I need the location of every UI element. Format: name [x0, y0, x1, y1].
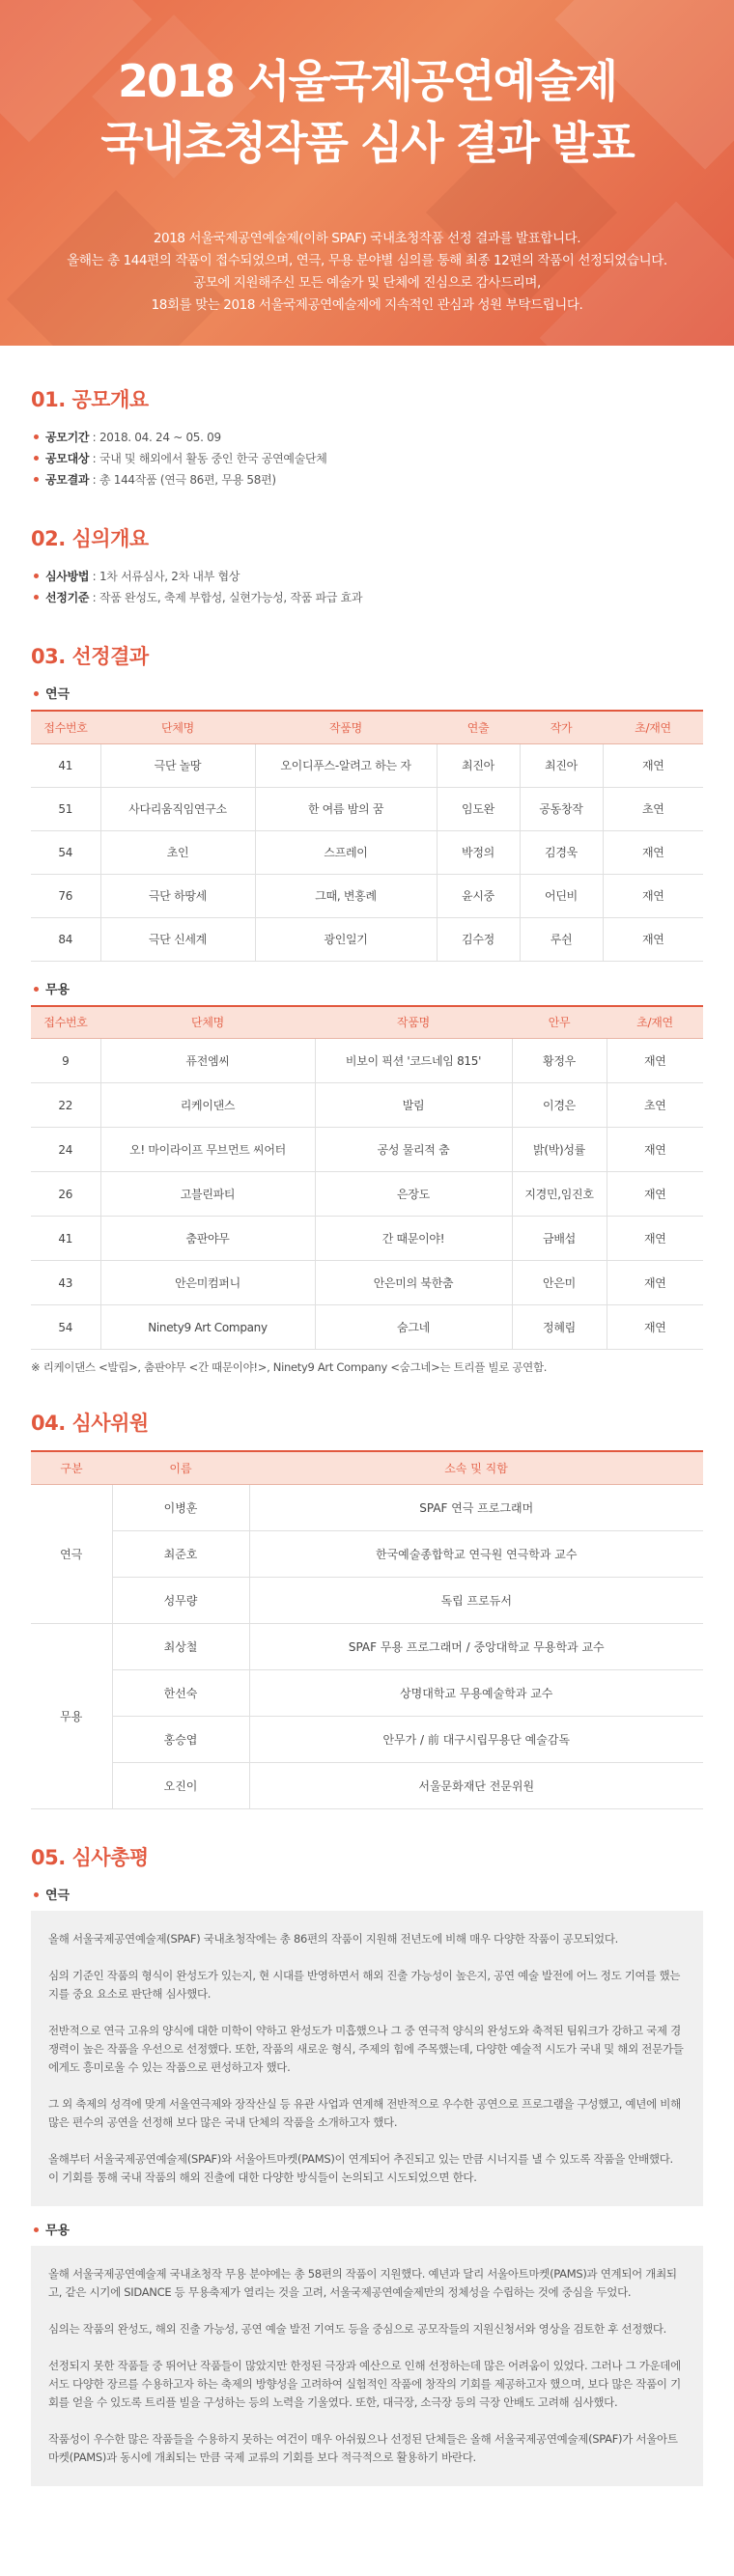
table-cell: 재연 — [607, 1172, 703, 1217]
table-cell: 퓨전엠씨 — [100, 1039, 315, 1083]
table-cell: 43 — [31, 1261, 100, 1305]
jury-title-cell: 한국예술종합학교 연극원 연극학과 교수 — [249, 1530, 703, 1577]
section-overview — [31, 384, 703, 490]
triple-bill-note: ※ 리케이댄스 <발림>, 춤판야무 <간 때문이야!>, Ninety9 Art Company <숨그네>는 트리플 빌로 공연함. — [31, 1360, 548, 1374]
table-cell: 재연 — [603, 743, 703, 787]
hero-banner — [0, 0, 734, 346]
intro-line: 올해는 총 144편의 작품이 접수되었으며, 연극, 무용 분야별 심의를 통해 최종 12편의 작품이 선정되었습니다. — [67, 253, 667, 268]
table-cell: 발림 — [315, 1083, 512, 1128]
table-cell: 51 — [31, 787, 100, 830]
section-comments — [31, 1842, 703, 2486]
table-cell: 사다리움직임연구소 — [100, 787, 255, 830]
column-header: 소속 및 직함 — [249, 1451, 703, 1484]
table-cell: 극단 신세계 — [100, 917, 255, 961]
section-title: 05. 심사총평 — [31, 1845, 149, 1869]
jury-title-cell: 독립 프로듀서 — [249, 1577, 703, 1623]
table-row — [31, 1128, 703, 1172]
table-row — [31, 1217, 703, 1261]
column-header: 단체명 — [100, 1006, 315, 1039]
title-line1: 2018 서울국제공연예술제 — [118, 55, 616, 107]
column-header: 단체명 — [100, 711, 255, 743]
jury-title-cell: 안무가 / 前 대구시립무용단 예술감독 — [249, 1716, 703, 1762]
jury-name-cell: 오진이 — [112, 1762, 249, 1808]
intro-line: 공모에 지원해주신 모든 예술가 및 단체에 진심으로 감사드리며, — [193, 275, 541, 291]
table-cell: Ninety9 Art Company — [100, 1305, 315, 1350]
dance-results-table — [31, 1005, 703, 1351]
table-row — [31, 830, 703, 874]
page-title — [0, 0, 734, 174]
section-title: 01. 공모개요 — [31, 388, 149, 411]
intro-line: 18회를 맞는 2018 서울국제공연예술제에 지속적인 관심과 성원 부탁드립니다. — [151, 297, 583, 313]
title-line2: 국내초청작품 심사 결과 발표 — [100, 117, 634, 169]
column-header: 연출 — [437, 711, 520, 743]
table-row — [31, 1530, 703, 1577]
table-cell: 24 — [31, 1128, 100, 1172]
bullet-icon — [34, 434, 39, 439]
table-cell: 초연 — [603, 787, 703, 830]
table-cell: 극단 놀땅 — [100, 743, 255, 787]
theater-comment-subhead: 연극 — [31, 1885, 703, 1903]
review-outline-list — [31, 566, 703, 608]
overview-list — [31, 427, 703, 490]
review-paragraph: 올해부터 서울국제공연예술제(SPAF)와 서울아트마켓(PAMS)이 연계되어 추진되고 있는 만큼 시너지를 낼 수 있도록 작품을 안배했다. 이 기회를 통해 국내 작품의 해외 진출에 대한 다양한 방식들이 논의되고 시도되었으면 한다. — [48, 2151, 673, 2184]
theater-results-table — [31, 710, 703, 962]
table-cell: 초인 — [100, 830, 255, 874]
bullet-icon — [34, 477, 39, 482]
table-header-row — [31, 711, 703, 743]
list-item: 심사방법 : 1차 서류심사, 2차 내부 협상 — [31, 566, 703, 587]
table-row — [31, 1669, 703, 1716]
bullet-icon — [34, 691, 39, 696]
list-item: 공모결과 : 총 144작품 (연극 86편, 무용 58편) — [31, 469, 703, 490]
review-paragraph: 전반적으로 연극 고유의 양식에 대한 미학이 약하고 완성도가 미흡했으나 그 중 연극적 양식의 완성도와 축적된 팀워크가 강하고 국제 경쟁력이 높은 작품을 우선으로 선정했다. 또한, 작품의 새로운 형식, 주제의 힘에 주목했는데, 다양한 예술적 시도가 국내 및 해외 전문가들에게도 흥미로울 수 있는 작품으로 편성하고자 했다. — [48, 2023, 684, 2074]
bullet-icon — [34, 2227, 39, 2232]
table-cell: 재연 — [607, 1305, 703, 1350]
table-cell: 숨그네 — [315, 1305, 512, 1350]
table-cell: 스프레이 — [255, 830, 437, 874]
content — [0, 346, 734, 2529]
table-cell: 초연 — [607, 1083, 703, 1128]
table-cell: 정혜림 — [512, 1305, 607, 1350]
list-item: 공모대상 : 국내 및 해외에서 활동 중인 한국 공연예술단체 — [31, 448, 703, 469]
table-cell: 26 — [31, 1172, 100, 1217]
table-cell: 김수정 — [437, 917, 520, 961]
jury-name-cell: 성무량 — [112, 1577, 249, 1623]
table-row — [31, 787, 703, 830]
section-title: 02. 심의개요 — [31, 527, 149, 550]
column-header: 안무 — [512, 1006, 607, 1039]
section-review-outline — [31, 523, 703, 608]
column-header: 작품명 — [315, 1006, 512, 1039]
table-cell: 비보이 픽션 '코드네임 815' — [315, 1039, 512, 1083]
bullet-icon — [34, 574, 39, 578]
table-cell: 극단 하땅세 — [100, 874, 255, 917]
table-cell: 재연 — [603, 874, 703, 917]
table-cell: 41 — [31, 743, 100, 787]
table-row — [31, 1305, 703, 1350]
jury-title-cell: 상명대학교 무용예술학과 교수 — [249, 1669, 703, 1716]
table-cell: 안은미컴퍼니 — [100, 1261, 315, 1305]
section-title: 04. 심사위원 — [31, 1412, 149, 1435]
table-cell: 고블린파티 — [100, 1172, 315, 1217]
review-paragraph: 작품성이 우수한 많은 작품들을 수용하지 못하는 여건이 매우 아쉬웠으나 선정된 단체들은 올해 서울국제공연예술제(SPAF)가 서울아트마켓(PAMS)과 동시에 개최되는 만큼 국제 교류의 기회를 보다 적극적으로 활용하기 바란다. — [48, 2431, 678, 2464]
table-cell: 최진아 — [437, 743, 520, 787]
table-cell: 어딘비 — [520, 874, 603, 917]
table-cell: 춤판야무 — [100, 1217, 315, 1261]
table-cell: 안은미의 북한춤 — [315, 1261, 512, 1305]
list-item: 선정기준 : 작품 완성도, 축제 부합성, 실현가능성, 작품 파급 효과 — [31, 587, 703, 608]
table-cell: 지경민,임진호 — [512, 1172, 607, 1217]
table-cell: 공동창작 — [520, 787, 603, 830]
table-row — [31, 917, 703, 961]
theater-subhead: 연극 — [31, 684, 703, 702]
jury-name-cell: 홍승엽 — [112, 1716, 249, 1762]
column-header: 초/재연 — [607, 1006, 703, 1039]
table-cell: 재연 — [607, 1039, 703, 1083]
table-cell: 임도완 — [437, 787, 520, 830]
review-paragraph: 올해 서울국제공연예술제(SPAF) 국내초청작에는 총 86편의 작품이 지원해 전년도에 비해 매우 다양한 작품이 공모되었다. — [48, 1931, 619, 1946]
table-cell: 재연 — [603, 830, 703, 874]
table-cell: 한 여름 밤의 꿈 — [255, 787, 437, 830]
table-cell: 김경욱 — [520, 830, 603, 874]
jury-group-cell: 연극 — [31, 1484, 112, 1623]
review-paragraph: 선정되지 못한 작품들 중 뛰어난 작품들이 많았지만 한정된 극장과 예산으로 인해 선정하는데 많은 어려움이 있었다. 그러나 그 가운데에서도 다양한 장르를 수용하고자 하는 축제의 방향성을 고려하여 실험적인 작품에 창작의 기회를 제공하고자 했으며, 보다 많은 작품이 기회를 얻을 수 있도록 트리플 빌을 구성하는 등의 노력을 기울였다. 또한, 대극장, 소극장 등의 극장 안배도 고려해 심사했다. — [48, 2358, 681, 2409]
bullet-icon — [34, 456, 39, 461]
table-cell: 재연 — [603, 917, 703, 961]
table-cell: 공성 물리적 춤 — [315, 1128, 512, 1172]
jury-title-cell: 서울문화재단 전문위원 — [249, 1762, 703, 1808]
jury-name-cell: 한선숙 — [112, 1669, 249, 1716]
table-cell: 54 — [31, 830, 100, 874]
intro-line: 2018 서울국제공연예술제(이하 SPAF) 국내초청작품 선정 결과를 발표합니다. — [153, 231, 581, 246]
review-paragraph: 심의 기준인 작품의 형식이 완성도가 있는지, 현 시대를 반영하면서 해외 진출 가능성이 높은지, 공연 예술 발전에 어느 정도 기여를 했는지를 중요 요소로 판단해 심사했다. — [48, 1968, 681, 2001]
theater-review-box — [31, 1911, 703, 2206]
jury-title-cell: SPAF 연극 프로그래머 — [249, 1484, 703, 1530]
bullet-icon — [34, 1892, 39, 1897]
column-header: 구분 — [31, 1451, 112, 1484]
table-cell: 리케이댄스 — [100, 1083, 315, 1128]
jury-table — [31, 1450, 703, 1809]
jury-group-cell: 무용 — [31, 1623, 112, 1808]
table-row — [31, 1623, 703, 1669]
column-header: 작가 — [520, 711, 603, 743]
table-cell: 9 — [31, 1039, 100, 1083]
jury-name-cell: 최준호 — [112, 1530, 249, 1577]
table-row — [31, 1261, 703, 1305]
table-row — [31, 1083, 703, 1128]
column-header: 초/재연 — [603, 711, 703, 743]
table-cell: 재연 — [607, 1261, 703, 1305]
table-cell: 최진아 — [520, 743, 603, 787]
review-paragraph: 심의는 작품의 완성도, 해외 진출 가능성, 공연 예술 발전 기여도 등을 중심으로 공모작들의 지원신청서와 영상을 검토한 후 선정했다. — [48, 2321, 666, 2336]
table-cell: 84 — [31, 917, 100, 961]
column-header: 작품명 — [255, 711, 437, 743]
table-cell: 22 — [31, 1083, 100, 1128]
section-jury — [31, 1408, 703, 1809]
table-row — [31, 743, 703, 787]
table-row — [31, 874, 703, 917]
table-row — [31, 1762, 703, 1808]
table-cell: 박정의 — [437, 830, 520, 874]
dance-comment-subhead: 무용 — [31, 2220, 703, 2238]
section-results — [31, 641, 703, 1375]
table-header-row — [31, 1006, 703, 1039]
table-cell: 루쉰 — [520, 917, 603, 961]
table-cell: 오! 마이라이프 무브먼트 씨어터 — [100, 1128, 315, 1172]
bullet-icon — [34, 987, 39, 992]
column-header: 이름 — [112, 1451, 249, 1484]
table-cell: 재연 — [607, 1128, 703, 1172]
column-header: 접수번호 — [31, 1006, 100, 1039]
review-paragraph: 올해 서울국제공연예술제 국내초청작 무용 분야에는 총 58편의 작품이 지원했다. 예년과 달리 서울아트마켓(PAMS)과 연계되어 개최되고, 같은 시기에 SIDANCE 등 무용축제가 열리는 것을 고려, 서울국제공연예술제만의 정체성을 수립하는 것에 중심을 두었다. — [48, 2266, 677, 2299]
table-cell: 76 — [31, 874, 100, 917]
table-row — [31, 1172, 703, 1217]
table-row — [31, 1577, 703, 1623]
dance-review-box — [31, 2246, 703, 2486]
bullet-icon — [34, 595, 39, 600]
table-cell: 황정우 — [512, 1039, 607, 1083]
table-cell: 윤시중 — [437, 874, 520, 917]
table-cell: 오이디푸스-알려고 하는 자 — [255, 743, 437, 787]
table-cell: 광인일기 — [255, 917, 437, 961]
table-cell: 그때, 변홍례 — [255, 874, 437, 917]
table-header-row — [31, 1451, 703, 1484]
dance-subhead: 무용 — [31, 979, 703, 997]
table-cell: 밝(박)성률 — [512, 1128, 607, 1172]
jury-title-cell: SPAF 무용 프로그래머 / 중앙대학교 무용학과 교수 — [249, 1623, 703, 1669]
table-row — [31, 1484, 703, 1530]
table-row — [31, 1039, 703, 1083]
review-paragraph: 그 외 축제의 성격에 맞게 서울연극제와 장작산실 등 유관 사업과 연계해 전반적으로 우수한 공연으로 프로그램을 구성했고, 예년에 비해 많은 편수의 공연을 선정해 보다 많은 국내 단체의 작품을 소개하고자 했다. — [48, 2096, 681, 2129]
table-row — [31, 1716, 703, 1762]
intro-text — [0, 228, 734, 317]
table-cell: 재연 — [607, 1217, 703, 1261]
jury-name-cell: 최상철 — [112, 1623, 249, 1669]
table-cell: 간 때문이야! — [315, 1217, 512, 1261]
column-header: 접수번호 — [31, 711, 100, 743]
table-cell: 54 — [31, 1305, 100, 1350]
table-cell: 이경은 — [512, 1083, 607, 1128]
table-cell: 안은미 — [512, 1261, 607, 1305]
jury-name-cell: 이병훈 — [112, 1484, 249, 1530]
section-title: 03. 선정결과 — [31, 645, 149, 668]
table-cell: 41 — [31, 1217, 100, 1261]
list-item: 공모기간 : 2018. 04. 24 ~ 05. 09 — [31, 427, 703, 448]
table-cell: 은장도 — [315, 1172, 512, 1217]
table-cell: 금배섭 — [512, 1217, 607, 1261]
